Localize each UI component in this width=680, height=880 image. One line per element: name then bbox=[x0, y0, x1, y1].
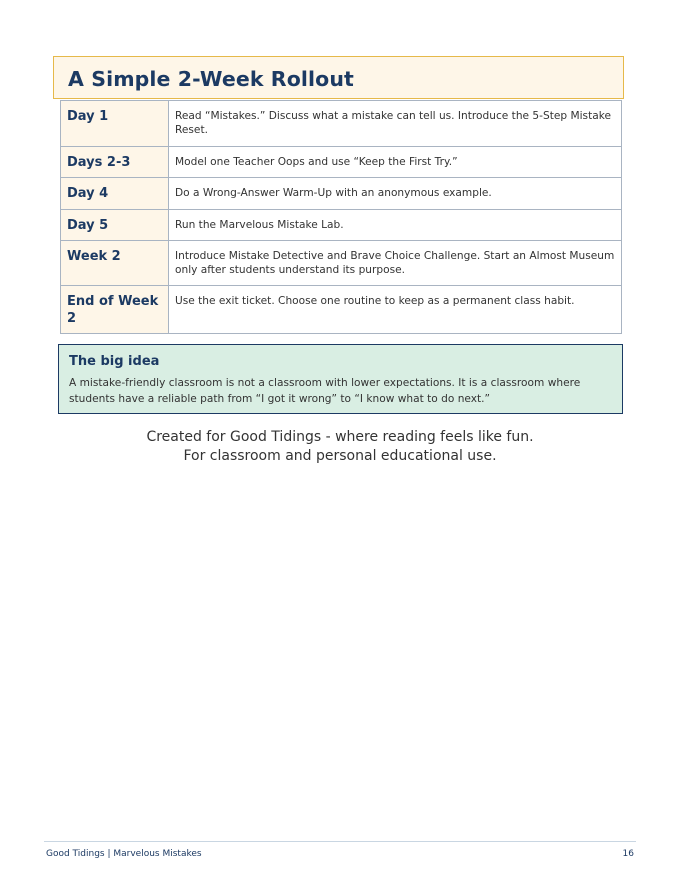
table-row bbox=[61, 178, 622, 210]
day-label: End of Week 2 bbox=[61, 286, 169, 334]
footer-divider bbox=[44, 841, 636, 842]
table-row bbox=[61, 241, 622, 286]
day-description: Do a Wrong-Answer Warm-Up with an anonymous example. bbox=[169, 178, 622, 210]
table-row bbox=[61, 210, 622, 241]
day-label: Days 2-3 bbox=[61, 147, 169, 178]
day-label: Day 1 bbox=[61, 101, 169, 147]
page-number: 16 bbox=[622, 849, 634, 859]
rollout-table bbox=[60, 100, 622, 334]
credits-line: For classroom and personal educational use. bbox=[183, 448, 497, 464]
day-label: Day 5 bbox=[61, 210, 169, 241]
section-title-box bbox=[53, 56, 624, 99]
table-row bbox=[61, 147, 622, 178]
page-title: A Simple 2-Week Rollout bbox=[68, 67, 354, 91]
big-idea-callout bbox=[58, 344, 623, 414]
day-description: Run the Marvelous Mistake Lab. bbox=[169, 210, 622, 241]
day-description: Model one Teacher Oops and use “Keep the First Try.” bbox=[169, 147, 622, 178]
day-description: Use the exit ticket. Choose one routine to keep as a permanent class habit. bbox=[169, 286, 622, 334]
table-row bbox=[61, 286, 622, 334]
day-label: Week 2 bbox=[61, 241, 169, 286]
day-description: Read “Mistakes.” Discuss what a mistake can tell us. Introduce the 5-Step Mistake Reset. bbox=[169, 101, 622, 147]
credits bbox=[0, 428, 680, 466]
footer-title: Good Tidings | Marvelous Mistakes bbox=[46, 849, 202, 859]
table-row bbox=[61, 101, 622, 147]
day-label: Day 4 bbox=[61, 178, 169, 210]
credits-line: Created for Good Tidings - where reading feels like fun. bbox=[146, 429, 534, 445]
callout-text: A mistake-friendly classroom is not a classroom with lower expectations. It is a classroom where students have a reliable path from “I got it wrong” to “I know what to do next.” bbox=[69, 377, 581, 405]
day-description: Introduce Mistake Detective and Brave Choice Challenge. Start an Almost Museum only after students understand its purpose. bbox=[169, 241, 622, 286]
callout-title: The big idea bbox=[69, 354, 160, 369]
